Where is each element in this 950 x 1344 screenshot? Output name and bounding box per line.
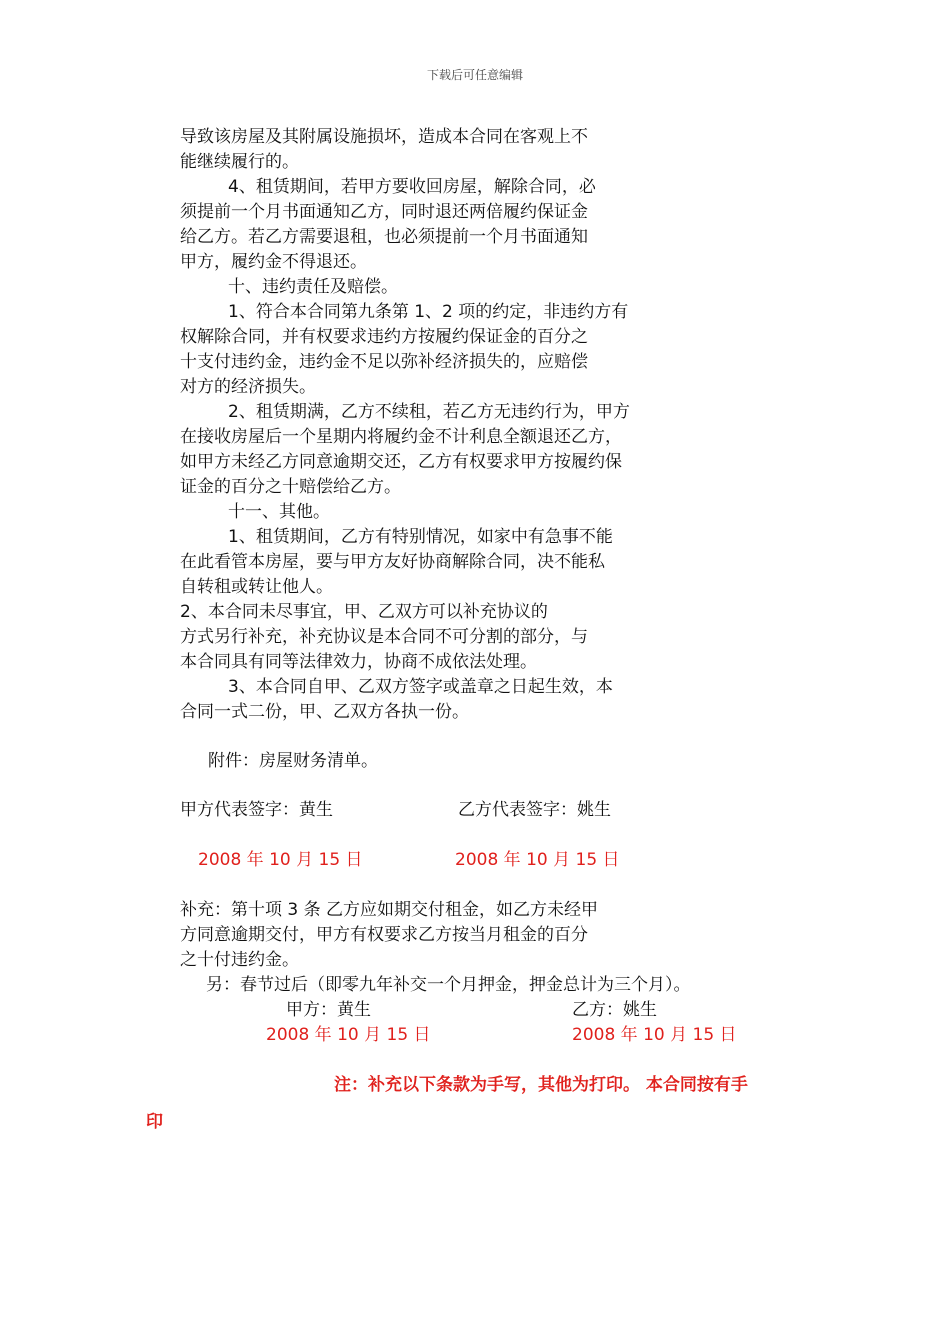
body-line: 2、租赁期满，乙方不续租，若乙方无违约行为，甲方 (228, 402, 630, 422)
body-line: 须提前一个月书面通知乙方，同时退还两倍履约保证金 (180, 202, 588, 222)
body-line: 在此看管本房屋，要与甲方友好协商解除合同，决不能私 (180, 552, 605, 572)
page-header: 下载后可任意编辑 (426, 68, 523, 82)
supplement-party-a: 甲方：黄生 (286, 1000, 371, 1020)
section-heading: 十、违约责任及赔偿。 (228, 277, 398, 297)
body-line: 方式另行补充，补充协议是本合同不可分割的部分，与 (180, 627, 588, 647)
supplement-line: 另：春节过后（即零九年补交一个月押金，押金总计为三个月）。 (206, 975, 691, 995)
body-line: 4、租赁期间，若甲方要收回房屋，解除合同，必 (228, 177, 596, 197)
body-line: 对方的经济损失。 (180, 377, 316, 397)
body-line: 1、租赁期间，乙方有特别情况，如家中有急事不能 (228, 527, 613, 547)
supplement-line: 补充：第十项 3 条 乙方应如期交付租金，如乙方未经甲 (180, 900, 599, 920)
note-line-continued: 印 (146, 1112, 163, 1132)
body-line: 合同一式二份，甲、乙双方各执一份。 (180, 702, 469, 722)
note-line: 注：补充以下条款为手写，其他为打印。 本合同按有手 (334, 1075, 748, 1095)
party-a-date: 2008 年 10 月 15 日 (198, 850, 363, 870)
supplement-line: 方同意逾期交付，甲方有权要求乙方按当月租金的百分 (180, 925, 588, 945)
body-line: 3、本合同自甲、乙双方签字或盖章之日起生效，本 (228, 677, 613, 697)
body-line: 甲方，履约金不得退还。 (180, 252, 367, 272)
supplement-date-b: 2008 年 10 月 15 日 (572, 1025, 737, 1045)
body-line: 在接收房屋后一个星期内将履约金不计利息全额退还乙方， (180, 427, 622, 447)
body-line: 给乙方。若乙方需要退租，也必须提前一个月书面通知 (180, 227, 588, 247)
supplement-date-a: 2008 年 10 月 15 日 (266, 1025, 431, 1045)
section-heading: 十一、其他。 (228, 502, 330, 522)
body-line: 本合同具有同等法律效力，协商不成依法处理。 (180, 652, 537, 672)
supplement-party-b: 乙方：姚生 (572, 1000, 657, 1020)
body-line: 十支付违约金，违约金不足以弥补经济损失的，应赔偿 (180, 352, 588, 372)
party-b-signature: 乙方代表签字：姚生 (458, 800, 611, 820)
body-line: 权解除合同，并有权要求违约方按履约保证金的百分之 (180, 327, 588, 347)
body-line: 导致该房屋及其附属设施损坏，造成本合同在客观上不 (180, 127, 588, 147)
body-line: 2、本合同未尽事宜，甲、乙双方可以补充协议的 (180, 602, 548, 622)
party-b-date: 2008 年 10 月 15 日 (455, 850, 620, 870)
attachment-line: 附件：房屋财务清单。 (208, 751, 378, 771)
body-line: 如甲方未经乙方同意逾期交还，乙方有权要求甲方按履约保 (180, 452, 622, 472)
supplement-line: 之十付违约金。 (180, 950, 299, 970)
body-line: 证金的百分之十赔偿给乙方。 (180, 477, 401, 497)
body-line: 1、符合本合同第九条第 1、2 项的约定，非违约方有 (228, 302, 629, 322)
body-line: 能继续履行的。 (180, 152, 299, 172)
body-line: 自转租或转让他人。 (180, 577, 333, 597)
party-a-signature: 甲方代表签字：黄生 (180, 800, 333, 820)
